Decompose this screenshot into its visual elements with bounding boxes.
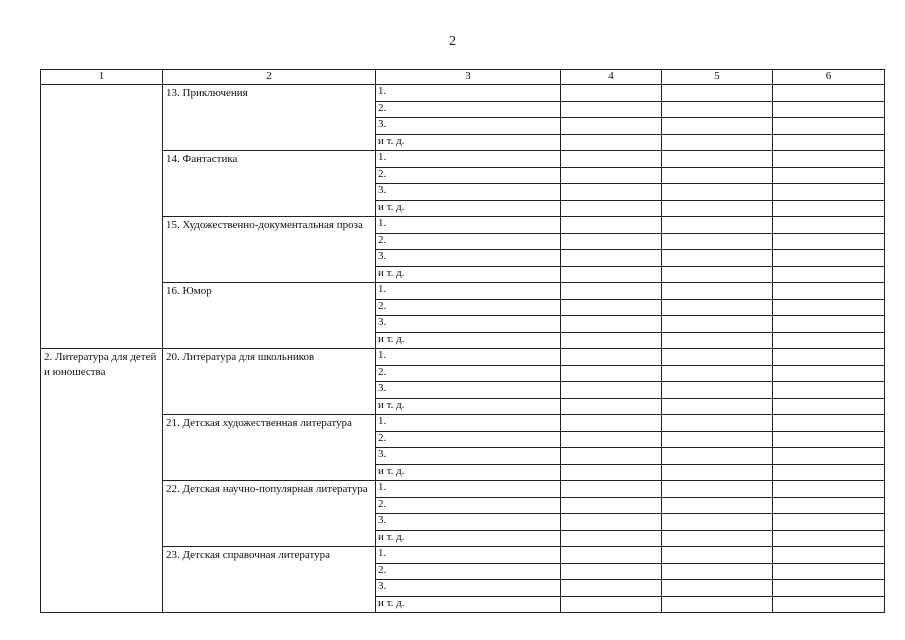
empty-cell bbox=[773, 151, 885, 168]
item-number: и т. д. bbox=[376, 464, 561, 481]
item-number: 3. bbox=[376, 514, 561, 531]
column-number: 4 bbox=[561, 70, 662, 85]
empty-cell bbox=[662, 365, 773, 382]
empty-cell bbox=[662, 332, 773, 349]
empty-cell bbox=[773, 283, 885, 300]
form-table-body bbox=[41, 70, 885, 613]
table-row bbox=[41, 349, 885, 366]
empty-cell bbox=[662, 514, 773, 531]
item-number: 1. bbox=[376, 151, 561, 168]
item-number: 1. bbox=[376, 547, 561, 564]
section-title: 2. Литература для детей и юношества bbox=[41, 349, 163, 613]
empty-cell bbox=[561, 365, 662, 382]
empty-cell bbox=[773, 349, 885, 366]
empty-cell bbox=[662, 266, 773, 283]
empty-cell bbox=[662, 563, 773, 580]
empty-cell bbox=[662, 547, 773, 564]
column-number-row bbox=[41, 70, 885, 85]
empty-cell bbox=[662, 580, 773, 597]
empty-cell bbox=[773, 101, 885, 118]
empty-cell bbox=[561, 101, 662, 118]
page-number: 2 bbox=[449, 34, 456, 49]
item-number: 3. bbox=[376, 184, 561, 201]
table-row bbox=[41, 481, 885, 498]
column-number: 2 bbox=[163, 70, 376, 85]
item-number: и т. д. bbox=[376, 266, 561, 283]
empty-cell bbox=[773, 481, 885, 498]
empty-cell bbox=[773, 250, 885, 267]
item-number: 1. bbox=[376, 349, 561, 366]
empty-cell bbox=[773, 200, 885, 217]
table-row bbox=[41, 217, 885, 234]
item-number: 2. bbox=[376, 101, 561, 118]
empty-cell bbox=[561, 415, 662, 432]
empty-cell bbox=[561, 134, 662, 151]
empty-cell bbox=[561, 596, 662, 613]
column-number: 5 bbox=[662, 70, 773, 85]
empty-cell bbox=[662, 349, 773, 366]
empty-cell bbox=[662, 596, 773, 613]
item-number: и т. д. bbox=[376, 332, 561, 349]
group-title: 14. Фантастика bbox=[163, 151, 376, 217]
empty-cell bbox=[561, 464, 662, 481]
table-row bbox=[41, 151, 885, 168]
empty-cell bbox=[662, 217, 773, 234]
empty-cell bbox=[773, 448, 885, 465]
item-number: 3. bbox=[376, 118, 561, 135]
empty-cell bbox=[561, 514, 662, 531]
empty-cell bbox=[561, 266, 662, 283]
empty-cell bbox=[773, 580, 885, 597]
item-number: 3. bbox=[376, 580, 561, 597]
group-title: 20. Литература для школьников bbox=[163, 349, 376, 415]
item-number: 3. bbox=[376, 382, 561, 399]
table-row bbox=[41, 283, 885, 300]
empty-cell bbox=[773, 464, 885, 481]
empty-cell bbox=[561, 431, 662, 448]
empty-cell bbox=[773, 365, 885, 382]
item-number: 1. bbox=[376, 415, 561, 432]
column-number: 1 bbox=[41, 70, 163, 85]
table-row bbox=[41, 85, 885, 102]
empty-cell bbox=[662, 101, 773, 118]
empty-cell bbox=[773, 497, 885, 514]
empty-cell bbox=[561, 398, 662, 415]
empty-cell bbox=[662, 415, 773, 432]
empty-cell bbox=[561, 233, 662, 250]
item-number: 2. bbox=[376, 563, 561, 580]
empty-cell bbox=[773, 382, 885, 399]
empty-cell bbox=[773, 415, 885, 432]
empty-cell bbox=[561, 530, 662, 547]
empty-cell bbox=[662, 497, 773, 514]
empty-cell bbox=[773, 514, 885, 531]
empty-cell bbox=[662, 184, 773, 201]
item-number: 3. bbox=[376, 448, 561, 465]
empty-cell bbox=[773, 530, 885, 547]
item-number: 1. bbox=[376, 481, 561, 498]
empty-cell bbox=[561, 563, 662, 580]
empty-cell bbox=[561, 349, 662, 366]
empty-cell bbox=[773, 398, 885, 415]
group-title: 15. Художественно-документальная проза bbox=[163, 217, 376, 283]
section-title bbox=[41, 85, 163, 349]
empty-cell bbox=[662, 118, 773, 135]
empty-cell bbox=[561, 184, 662, 201]
empty-cell bbox=[561, 481, 662, 498]
empty-cell bbox=[662, 283, 773, 300]
item-number: и т. д. bbox=[376, 530, 561, 547]
empty-cell bbox=[561, 448, 662, 465]
empty-cell bbox=[561, 250, 662, 267]
item-number: 2. bbox=[376, 233, 561, 250]
item-number: 1. bbox=[376, 283, 561, 300]
group-title: 13. Приключения bbox=[163, 85, 376, 151]
group-title: 21. Детская художественная литература bbox=[163, 415, 376, 481]
empty-cell bbox=[773, 85, 885, 102]
empty-cell bbox=[561, 217, 662, 234]
empty-cell bbox=[662, 167, 773, 184]
empty-cell bbox=[561, 382, 662, 399]
item-number: 1. bbox=[376, 217, 561, 234]
empty-cell bbox=[662, 464, 773, 481]
empty-cell bbox=[773, 547, 885, 564]
empty-cell bbox=[662, 200, 773, 217]
empty-cell bbox=[773, 233, 885, 250]
column-number: 6 bbox=[773, 70, 885, 85]
item-number: и т. д. bbox=[376, 200, 561, 217]
empty-cell bbox=[773, 431, 885, 448]
item-number: и т. д. bbox=[376, 398, 561, 415]
item-number: 3. bbox=[376, 250, 561, 267]
group-title: 16. Юмор bbox=[163, 283, 376, 349]
item-number: 3. bbox=[376, 316, 561, 333]
empty-cell bbox=[561, 316, 662, 333]
empty-cell bbox=[662, 85, 773, 102]
empty-cell bbox=[561, 580, 662, 597]
item-number: 2. bbox=[376, 497, 561, 514]
table-row bbox=[41, 415, 885, 432]
empty-cell bbox=[662, 316, 773, 333]
empty-cell bbox=[561, 167, 662, 184]
item-number: 2. bbox=[376, 299, 561, 316]
empty-cell bbox=[561, 547, 662, 564]
empty-cell bbox=[561, 151, 662, 168]
item-number: 2. bbox=[376, 365, 561, 382]
empty-cell bbox=[662, 299, 773, 316]
empty-cell bbox=[773, 118, 885, 135]
empty-cell bbox=[773, 266, 885, 283]
column-number: 3 bbox=[376, 70, 561, 85]
empty-cell bbox=[773, 184, 885, 201]
item-number: и т. д. bbox=[376, 596, 561, 613]
form-table bbox=[40, 69, 885, 613]
empty-cell bbox=[773, 167, 885, 184]
empty-cell bbox=[662, 382, 773, 399]
empty-cell bbox=[773, 134, 885, 151]
group-title: 23. Детская справочная литература bbox=[163, 547, 376, 613]
empty-cell bbox=[662, 250, 773, 267]
empty-cell bbox=[773, 563, 885, 580]
empty-cell bbox=[773, 316, 885, 333]
empty-cell bbox=[662, 481, 773, 498]
empty-cell bbox=[561, 497, 662, 514]
group-title: 22. Детская научно-популярная литература bbox=[163, 481, 376, 547]
empty-cell bbox=[773, 596, 885, 613]
empty-cell bbox=[561, 85, 662, 102]
item-number: 1. bbox=[376, 85, 561, 102]
empty-cell bbox=[773, 332, 885, 349]
empty-cell bbox=[662, 431, 773, 448]
empty-cell bbox=[561, 200, 662, 217]
empty-cell bbox=[662, 530, 773, 547]
empty-cell bbox=[662, 134, 773, 151]
empty-cell bbox=[773, 217, 885, 234]
empty-cell bbox=[662, 448, 773, 465]
empty-cell bbox=[561, 283, 662, 300]
empty-cell bbox=[662, 398, 773, 415]
item-number: 2. bbox=[376, 431, 561, 448]
empty-cell bbox=[773, 299, 885, 316]
empty-cell bbox=[662, 233, 773, 250]
table-row bbox=[41, 547, 885, 564]
empty-cell bbox=[662, 151, 773, 168]
item-number: 2. bbox=[376, 167, 561, 184]
empty-cell bbox=[561, 118, 662, 135]
item-number: и т. д. bbox=[376, 134, 561, 151]
empty-cell bbox=[561, 299, 662, 316]
empty-cell bbox=[561, 332, 662, 349]
